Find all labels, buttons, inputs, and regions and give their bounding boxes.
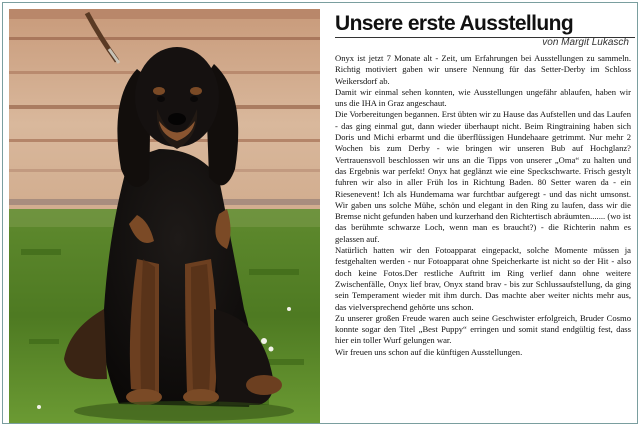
article-byline: von Margit Lukasch — [542, 37, 629, 48]
article-paragraph: Wir freuen uns schon auf die künftigen Ausstellungen. — [335, 346, 523, 357]
article-frame — [2, 2, 638, 424]
article-paragraph: Damit wir einmal sehen konnten, wie Ausstellungen ungefähr ablaufen, haben wir uns die IHA in Graz angeschaut. — [335, 86, 631, 109]
article-paragraph: Zu unserer großen Freude waren auch seine Geschwister erfolgreich, Bruder Cosmo konnte sogar den Titel „Best Puppy“ erringen und somit stand endgültig fest, dass hier ein toller Wurf gelungen war. — [335, 312, 631, 346]
article-title: Unsere erste Ausstellung — [335, 12, 574, 35]
article-paragraph: Natürlich hatten wir den Fotoapparat eingepackt, solche Momente müssen ja festgehalten werden - nur Fotoapparat ohne Speicherkarte ist nicht so der Hit - also doch keine Fotos.Der restliche Auftritt im Ring verlief dann ohne weitere Zwischenfälle, Onyx lief brav, Onyx stand brav - bis zur Schlussaufstellung, da ging sein Temperament wieder mit ihm durch. Das machte aber weiter nichts mehr aus, das vielversprechend gehörte uns schon. — [335, 245, 631, 312]
article-paragraph: Die Vorbereitungen begannen. Erst übten wir zu Hause das Aufstellen und das Laufen - das ging einmal gut, dann wieder überhaupt nicht. Beim Ringtraining haben sich Doris und Michi erbarmt und die überflüssigen Hundehaare getrimmt. Nur mehr 2 Wochen bis zum Derby - wie bringen wir unseren Bub auf Hochglanz? Vertrauensvoll beschlossen wir uns an die Tipps von unserer „Oma“ zu halten und das Ergebnis war perfekt! Onyx hat geglänzt wie eine Speckschwarte. Frisch gestylt fuhren wir also in aller Früh los in Richtung Baden. 80 Setter waren da - ein Riesenevent! Ich als Hundemama war furchtbar aufgeregt - und das nicht umsonst. Wir gaben uns solche Mühe, schön und elegant in den Ring zu laufen, dass wir die Bremse nicht gefunden haben und kurzerhand den Richtertisch abräumten....... (wo ist das berühmte schwarze Loch, wenn man es braucht?) - die Richterin nahm es gelassen auf. — [335, 109, 631, 244]
article — [335, 11, 635, 425]
dog-photo — [9, 9, 320, 423]
article-body — [335, 53, 635, 358]
article-paragraph: Onyx ist jetzt 7 Monate alt - Zeit, um Erfahrungen bei Ausstellungen zu sammeln. Richtig motiviert gaben wir unsere Nennung für das Setter-Derby im Schloss Weikersdorf ab. — [335, 53, 631, 86]
